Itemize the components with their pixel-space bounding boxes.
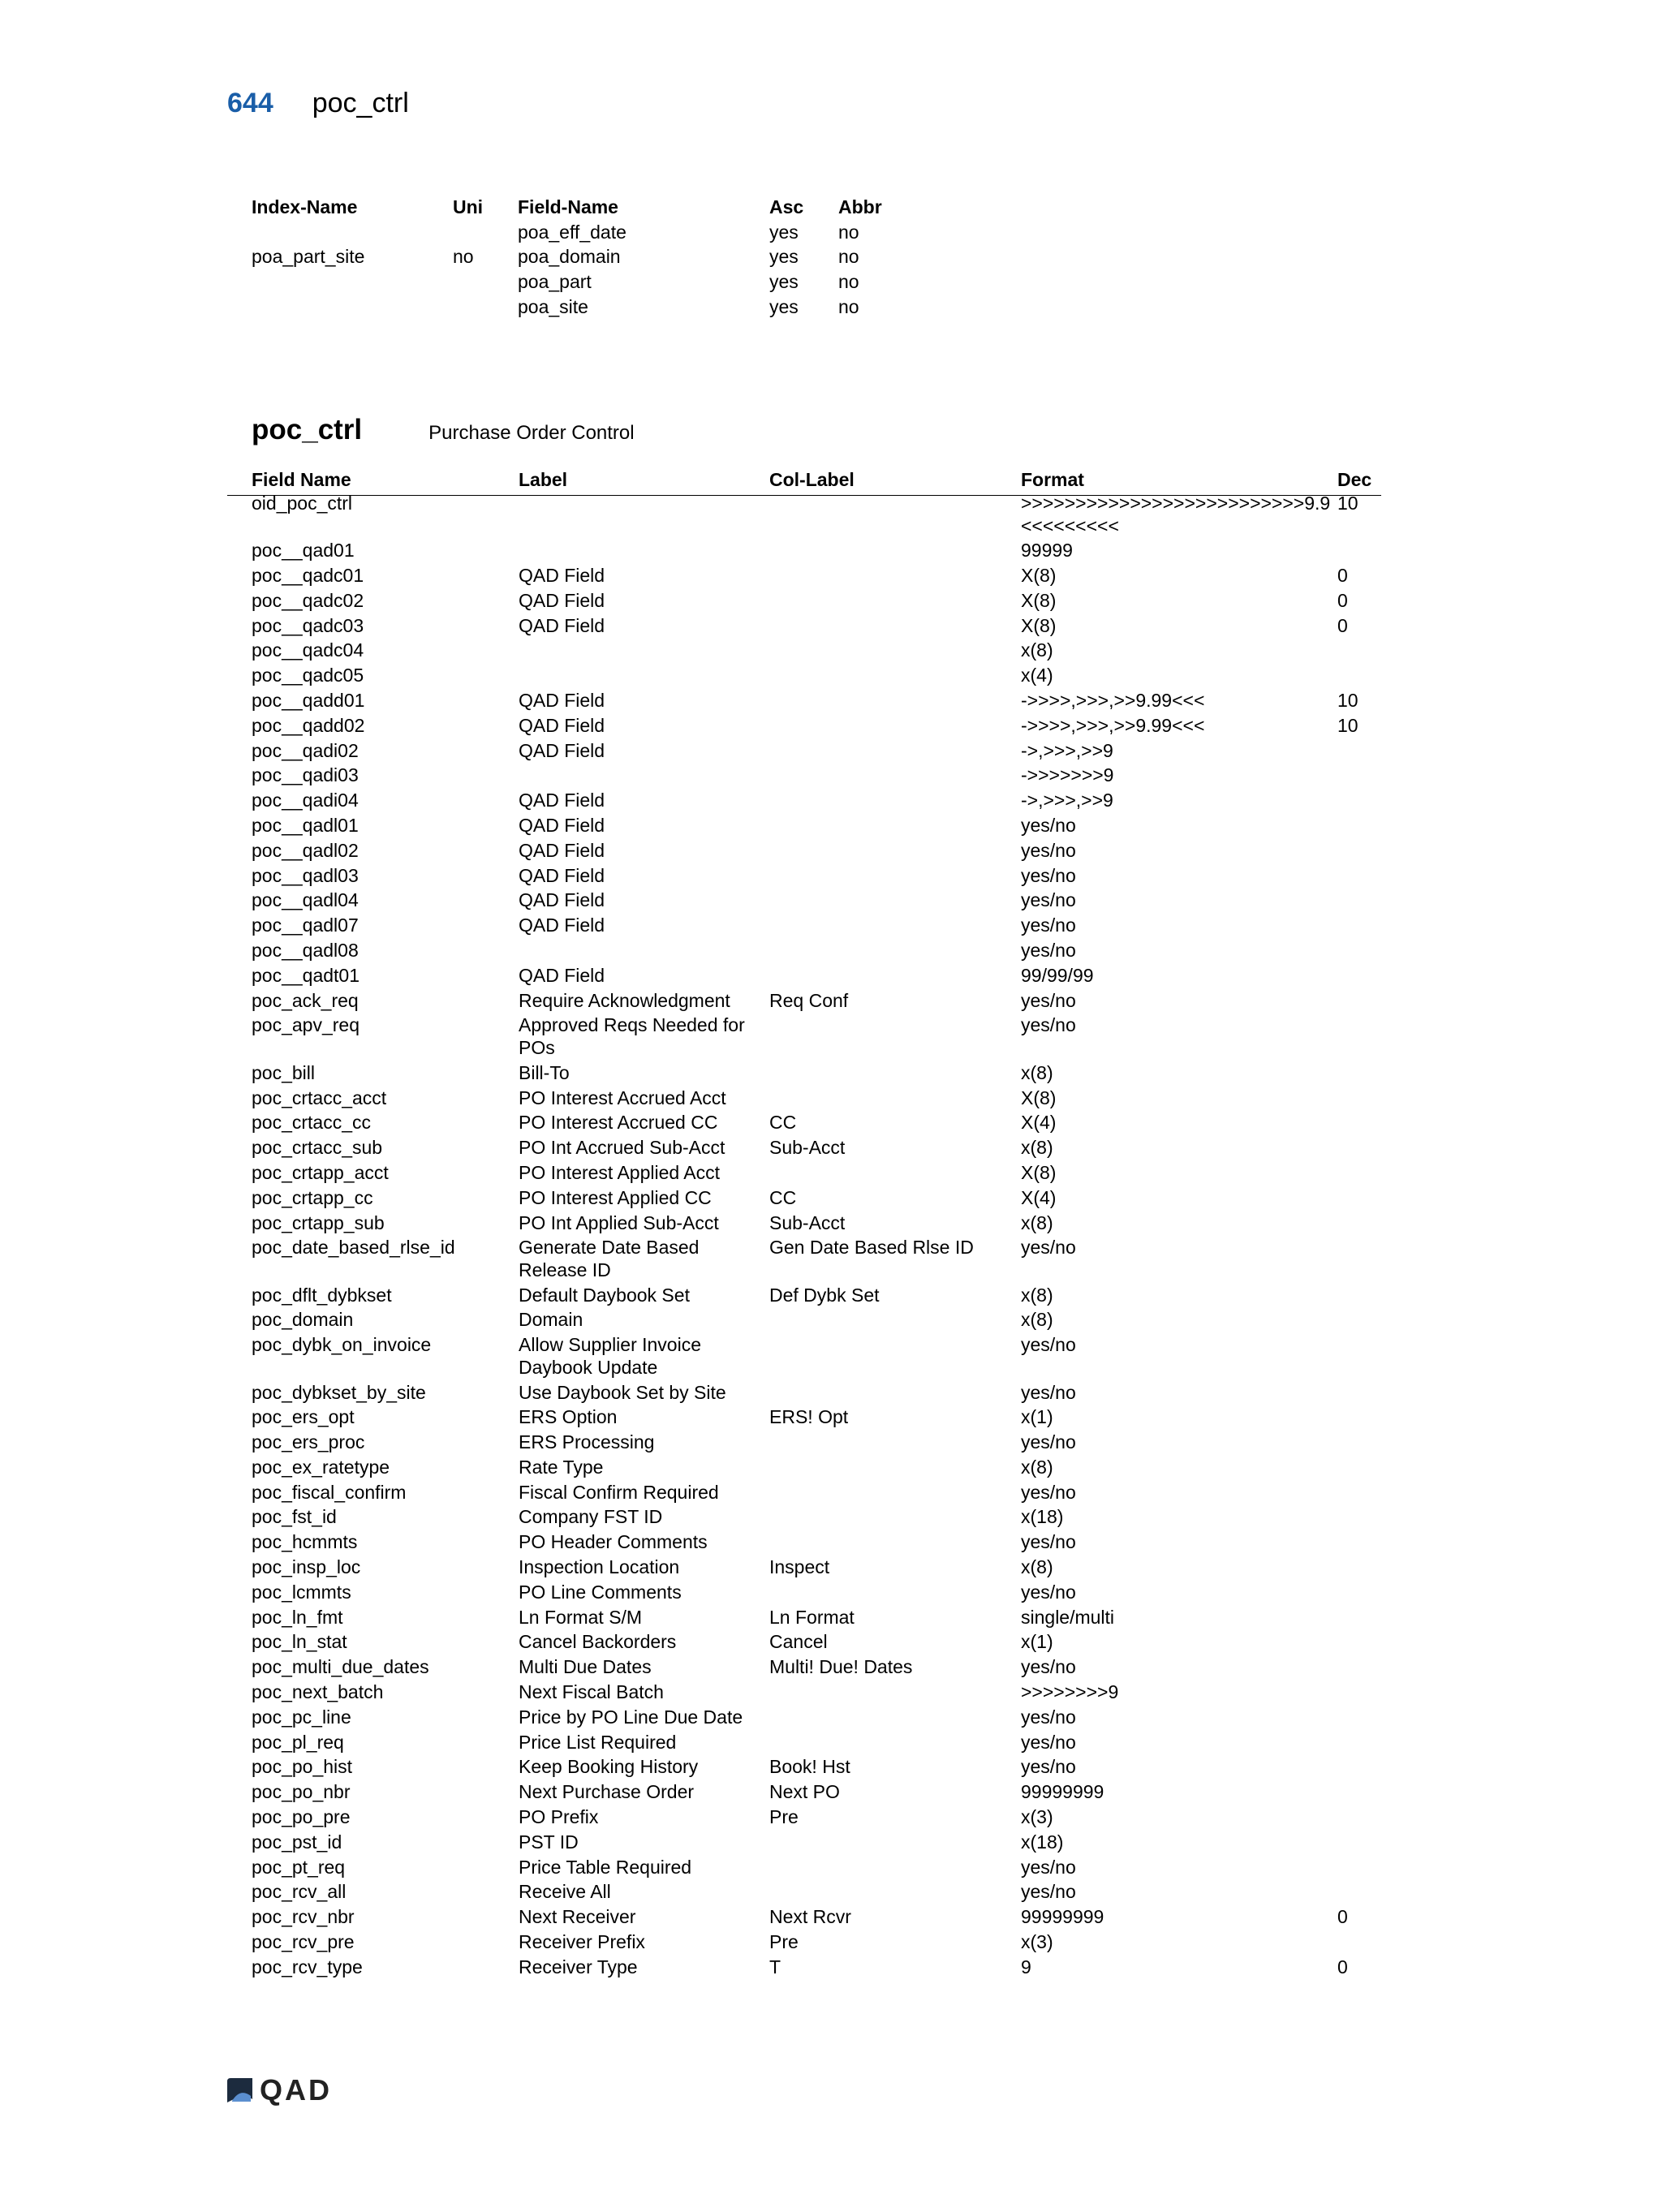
col-label-cell: Ln Format xyxy=(769,1606,855,1628)
format-cell: 99/99/99 xyxy=(1021,964,1094,986)
field-name-cell: poc__qadl04 xyxy=(252,889,359,911)
label-cell: QAD Field xyxy=(519,964,605,986)
col-label-cell: Cancel xyxy=(769,1631,828,1653)
format-cell: yes/no xyxy=(1021,914,1076,936)
field-name-cell: poa_part xyxy=(518,271,592,293)
label-cell: Multi Due Dates xyxy=(519,1656,652,1678)
label-cell: QAD Field xyxy=(519,815,605,837)
field-row xyxy=(227,1382,1381,1407)
label-cell: Receiver Type xyxy=(519,1956,638,1977)
label-cell: Use Daybook Set by Site xyxy=(519,1381,726,1403)
label-cell: QAD Field xyxy=(519,739,605,761)
field-row xyxy=(227,1806,1381,1831)
dec-cell: 10 xyxy=(1337,690,1358,712)
label-cell: QAD Field xyxy=(519,565,605,587)
field-row xyxy=(227,1931,1381,1956)
field-row xyxy=(227,1162,1381,1187)
field-row xyxy=(227,1237,1381,1284)
field-name-cell: poc__qadi04 xyxy=(252,790,359,811)
label-cell: Next Purchase Order xyxy=(519,1781,695,1803)
field-row xyxy=(227,639,1381,665)
field-name-cell: poc_ers_opt xyxy=(252,1406,355,1428)
field-row xyxy=(227,1831,1381,1857)
label-cell: Inspection Location xyxy=(519,1556,680,1578)
label-cell: PO Line Comments xyxy=(519,1581,682,1603)
label-cell: Require Acknowledgment xyxy=(519,989,730,1011)
format-cell: x(8) xyxy=(1021,639,1053,661)
format-cell: yes/no xyxy=(1021,1334,1076,1356)
field-name-cell: poc_rcv_all xyxy=(252,1881,347,1903)
format-cell: >>>>>>>>9 xyxy=(1021,1681,1119,1703)
label-cell: PO Interest Applied Acct xyxy=(519,1161,721,1183)
label-cell: Price List Required xyxy=(519,1731,677,1753)
format-cell: x(18) xyxy=(1021,1831,1064,1853)
field-name-cell: poc_crtacc_cc xyxy=(252,1112,372,1134)
field-row xyxy=(227,1187,1381,1212)
field-row xyxy=(227,1137,1381,1162)
field-name-cell: poc__qadl01 xyxy=(252,815,359,837)
label-cell: PO Interest Accrued Acct xyxy=(519,1087,726,1108)
abbr-cell: no xyxy=(838,221,859,243)
format-cell: X(4) xyxy=(1021,1112,1057,1134)
field-row xyxy=(227,1212,1381,1237)
field-name-cell: poc__qadt01 xyxy=(252,964,360,986)
format-cell: yes/no xyxy=(1021,1756,1076,1778)
format-cell: 9 xyxy=(1021,1956,1031,1977)
col-label-cell: CC xyxy=(769,1186,797,1208)
field-table-body xyxy=(227,493,1381,1982)
format-cell: x(8) xyxy=(1021,1061,1053,1083)
format-cell: x(8) xyxy=(1021,1284,1053,1306)
footer-logo xyxy=(226,2073,332,2107)
field-row xyxy=(227,565,1381,590)
field-name-cell: poc_lcmmts xyxy=(252,1581,351,1603)
field-row xyxy=(227,1607,1381,1632)
dec-cell: 0 xyxy=(1337,565,1348,587)
col-label-cell: CC xyxy=(769,1112,797,1134)
table-description: Purchase Order Control xyxy=(428,422,635,444)
format-cell: yes/no xyxy=(1021,1656,1076,1678)
field-row xyxy=(227,493,1381,540)
field-name-cell: poc__qadc01 xyxy=(252,565,364,587)
index-name-cell: poa_part_site xyxy=(252,246,365,268)
header-format: Format xyxy=(1021,469,1084,490)
format-cell: X(8) xyxy=(1021,614,1057,636)
col-label-cell: Sub-Acct xyxy=(769,1137,846,1159)
dec-cell: 0 xyxy=(1337,1956,1348,1977)
field-row xyxy=(227,1881,1381,1906)
label-cell: PO Int Applied Sub-Acct xyxy=(519,1211,719,1233)
label-cell: Company FST ID xyxy=(519,1506,663,1528)
field-table-header xyxy=(227,463,1381,496)
field-row xyxy=(227,590,1381,615)
label-cell: Ln Format S/M xyxy=(519,1606,643,1628)
label-cell: Price by PO Line Due Date xyxy=(519,1706,743,1728)
field-name-cell: poc_pst_id xyxy=(252,1831,342,1853)
format-cell: yes/no xyxy=(1021,864,1076,886)
header-col-label: Col-Label xyxy=(769,469,855,490)
format-cell: yes/no xyxy=(1021,1581,1076,1603)
format-cell: yes/no xyxy=(1021,1237,1076,1259)
field-name-cell: poc_ln_fmt xyxy=(252,1606,343,1628)
field-name-cell: poc_insp_loc xyxy=(252,1556,361,1578)
field-row xyxy=(227,540,1381,565)
field-row xyxy=(227,615,1381,640)
field-name-cell: poc_po_pre xyxy=(252,1806,351,1828)
col-label-cell: ERS! Opt xyxy=(769,1406,849,1428)
field-name-cell: poc__qadi03 xyxy=(252,764,359,786)
field-row xyxy=(227,914,1381,940)
field-name-cell: poc__qadl02 xyxy=(252,839,359,861)
field-name-cell: poc_crtacc_acct xyxy=(252,1087,387,1108)
field-row xyxy=(227,1956,1381,1982)
header-field-name: Field Name xyxy=(252,469,351,490)
field-row xyxy=(227,1285,1381,1310)
format-cell: >>>>>>>>>>>>>>>>>>>>>>>>>>9.9<<<<<<<<< xyxy=(1021,493,1331,536)
field-row xyxy=(227,1457,1381,1482)
format-cell: ->,>>>,>>9 xyxy=(1021,790,1113,811)
field-row xyxy=(227,990,1381,1015)
label-cell: QAD Field xyxy=(519,614,605,636)
format-cell: x(3) xyxy=(1021,1806,1053,1828)
field-name-cell: poc_fiscal_confirm xyxy=(252,1481,407,1503)
format-cell: x(8) xyxy=(1021,1137,1053,1159)
qad-logo-icon xyxy=(226,2076,256,2104)
label-cell: Bill-To xyxy=(519,1061,570,1083)
field-name-cell: poc_apv_req xyxy=(252,1014,360,1036)
field-row xyxy=(227,1656,1381,1681)
field-row xyxy=(227,1857,1381,1882)
label-cell: Domain xyxy=(519,1309,583,1331)
field-name-cell: poc_next_batch xyxy=(252,1681,384,1703)
header-abbr: Abbr xyxy=(838,196,882,217)
label-cell: Fiscal Confirm Required xyxy=(519,1481,719,1503)
field-row xyxy=(227,865,1381,890)
asc-cell: yes xyxy=(769,221,799,243)
field-name-cell: poc_multi_due_dates xyxy=(252,1656,429,1678)
format-cell: x(1) xyxy=(1021,1631,1053,1653)
field-row xyxy=(227,1706,1381,1732)
field-name-cell: poa_domain xyxy=(518,246,621,268)
table-heading xyxy=(252,414,635,446)
field-row xyxy=(227,1062,1381,1087)
col-label-cell: Pre xyxy=(769,1931,799,1953)
field-name-cell: poc__qadd02 xyxy=(252,714,365,736)
field-row xyxy=(227,740,1381,765)
asc-cell: yes xyxy=(769,271,799,293)
field-name-cell: poc_pl_req xyxy=(252,1731,344,1753)
field-row xyxy=(227,815,1381,840)
label-cell: QAD Field xyxy=(519,690,605,712)
field-row xyxy=(227,965,1381,990)
field-name-cell: poc__qadl03 xyxy=(252,864,359,886)
label-cell: PO Interest Applied CC xyxy=(519,1186,712,1208)
col-label-cell: Sub-Acct xyxy=(769,1211,846,1233)
label-cell: Generate Date Based Release ID xyxy=(519,1237,700,1280)
format-cell: x(18) xyxy=(1021,1506,1064,1528)
field-row xyxy=(227,1014,1381,1061)
field-name-cell: poc__qadl07 xyxy=(252,914,359,936)
label-cell: Allow Supplier Invoice Daybook Update xyxy=(519,1334,702,1378)
format-cell: yes/no xyxy=(1021,1856,1076,1878)
field-row xyxy=(227,1732,1381,1757)
field-name-cell: poc_ex_ratetype xyxy=(252,1456,390,1478)
header-dec: Dec xyxy=(1337,469,1372,490)
col-label-cell: Pre xyxy=(769,1806,799,1828)
field-row xyxy=(227,1781,1381,1806)
col-label-cell: T xyxy=(769,1956,781,1977)
header-label: Label xyxy=(519,469,568,490)
field-row xyxy=(227,1631,1381,1656)
label-cell: QAD Field xyxy=(519,864,605,886)
field-row xyxy=(227,690,1381,715)
field-name-cell: poc__qadc02 xyxy=(252,589,364,611)
field-name-cell: poc__qadd01 xyxy=(252,690,365,712)
format-cell: yes/no xyxy=(1021,989,1076,1011)
dec-cell: 0 xyxy=(1337,1906,1348,1928)
label-cell: PO Prefix xyxy=(519,1806,599,1828)
format-cell: 99999999 xyxy=(1021,1781,1104,1803)
label-cell: QAD Field xyxy=(519,589,605,611)
label-cell: PST ID xyxy=(519,1831,579,1853)
label-cell: Default Daybook Set xyxy=(519,1284,690,1306)
format-cell: 99999999 xyxy=(1021,1906,1104,1928)
label-cell: Cancel Backorders xyxy=(519,1631,677,1653)
label-cell: Approved Reqs Needed for POs xyxy=(519,1014,745,1058)
field-name-cell: poc__qadi02 xyxy=(252,739,359,761)
format-cell: x(4) xyxy=(1021,665,1053,686)
format-cell: x(8) xyxy=(1021,1456,1053,1478)
field-name-cell: poc_fst_id xyxy=(252,1506,337,1528)
header-asc: Asc xyxy=(769,196,804,217)
field-row xyxy=(227,764,1381,790)
field-name-cell: poc_pt_req xyxy=(252,1856,346,1878)
page-number: 644 xyxy=(227,88,273,118)
format-cell: ->>>>,>>>,>>9.99<<< xyxy=(1021,690,1205,712)
label-cell: Receiver Prefix xyxy=(519,1931,645,1953)
field-row xyxy=(227,1334,1381,1381)
field-name-cell: poc_ers_proc xyxy=(252,1431,365,1453)
field-name-cell: poc_dflt_dybkset xyxy=(252,1284,392,1306)
label-cell: QAD Field xyxy=(519,714,605,736)
format-cell: x(8) xyxy=(1021,1556,1053,1578)
dec-cell: 0 xyxy=(1337,614,1348,636)
abbr-cell: no xyxy=(838,246,859,268)
field-row xyxy=(227,665,1381,690)
asc-cell: yes xyxy=(769,246,799,268)
asc-cell: yes xyxy=(769,295,799,317)
format-cell: yes/no xyxy=(1021,940,1076,962)
label-cell: QAD Field xyxy=(519,839,605,861)
label-cell: PO Interest Accrued CC xyxy=(519,1112,718,1134)
format-cell: yes/no xyxy=(1021,1731,1076,1753)
format-cell: x(8) xyxy=(1021,1211,1053,1233)
field-row xyxy=(227,1756,1381,1781)
format-cell: ->,>>>,>>9 xyxy=(1021,739,1113,761)
format-cell: yes/no xyxy=(1021,839,1076,861)
format-cell: yes/no xyxy=(1021,1014,1076,1036)
field-name-cell: poc__qadc03 xyxy=(252,614,364,636)
format-cell: x(8) xyxy=(1021,1309,1053,1331)
label-cell: QAD Field xyxy=(519,889,605,911)
field-name-cell: poc_rcv_pre xyxy=(252,1931,355,1953)
table-name: poc_ctrl xyxy=(252,414,363,445)
label-cell: ERS Processing xyxy=(519,1431,655,1453)
field-name-cell: poc_bill xyxy=(252,1061,315,1083)
field-row xyxy=(227,940,1381,965)
col-label-cell: Inspect xyxy=(769,1556,830,1578)
header-index-name: Index-Name xyxy=(252,196,358,217)
field-name-cell: poc__qad01 xyxy=(252,540,355,562)
label-cell: QAD Field xyxy=(519,914,605,936)
dec-cell: 10 xyxy=(1337,493,1358,514)
format-cell: yes/no xyxy=(1021,889,1076,911)
label-cell: Keep Booking History xyxy=(519,1756,699,1778)
format-cell: X(8) xyxy=(1021,1161,1057,1183)
field-name-cell: poc_crtacc_sub xyxy=(252,1137,383,1159)
field-name-cell: poc_rcv_type xyxy=(252,1956,363,1977)
format-cell: yes/no xyxy=(1021,1531,1076,1553)
format-cell: yes/no xyxy=(1021,1481,1076,1503)
col-label-cell: Next PO xyxy=(769,1781,840,1803)
label-cell: PO Int Accrued Sub-Acct xyxy=(519,1137,726,1159)
format-cell: X(4) xyxy=(1021,1186,1057,1208)
field-name-cell: poc_hcmmts xyxy=(252,1531,358,1553)
format-cell: yes/no xyxy=(1021,1381,1076,1403)
field-row xyxy=(227,1582,1381,1607)
field-name-cell: poc_rcv_nbr xyxy=(252,1906,355,1928)
field-name-cell: oid_poc_ctrl xyxy=(252,493,353,514)
field-name-cell: poc_crtapp_acct xyxy=(252,1161,389,1183)
abbr-cell: no xyxy=(838,295,859,317)
field-row xyxy=(227,1681,1381,1706)
field-row xyxy=(227,1482,1381,1507)
label-cell: Rate Type xyxy=(519,1456,604,1478)
page-header xyxy=(227,88,409,128)
field-row xyxy=(227,1556,1381,1582)
format-cell: ->>>>>>>9 xyxy=(1021,764,1114,786)
field-name-cell: poa_eff_date xyxy=(518,221,626,243)
field-name-cell: poc_ln_stat xyxy=(252,1631,347,1653)
header-field-name: Field-Name xyxy=(518,196,618,217)
field-name-cell: poc_po_nbr xyxy=(252,1781,351,1803)
format-cell: x(1) xyxy=(1021,1406,1053,1428)
format-cell: single/multi xyxy=(1021,1606,1115,1628)
field-name-cell: poc__qadl08 xyxy=(252,940,359,962)
page-title: poc_ctrl xyxy=(312,88,409,118)
label-cell: Next Receiver xyxy=(519,1906,636,1928)
label-cell: PO Header Comments xyxy=(519,1531,708,1553)
field-name-cell: poc_domain xyxy=(252,1309,354,1331)
format-cell: yes/no xyxy=(1021,815,1076,837)
field-name-cell: poc__qadc04 xyxy=(252,639,364,661)
field-name-cell: poc_ack_req xyxy=(252,989,359,1011)
format-cell: yes/no xyxy=(1021,1881,1076,1903)
format-cell: X(8) xyxy=(1021,1087,1057,1108)
field-row xyxy=(227,1531,1381,1556)
field-row xyxy=(227,1406,1381,1431)
uni-cell: no xyxy=(453,246,474,268)
field-row xyxy=(227,1506,1381,1531)
field-name-cell: poc_dybk_on_invoice xyxy=(252,1334,432,1356)
col-label-cell: Book! Hst xyxy=(769,1756,850,1778)
label-cell: QAD Field xyxy=(519,790,605,811)
col-label-cell: Def Dybk Set xyxy=(769,1284,880,1306)
label-cell: Receive All xyxy=(519,1881,611,1903)
field-name-cell: poc_po_hist xyxy=(252,1756,353,1778)
abbr-cell: no xyxy=(838,271,859,293)
field-name-cell: poc_date_based_rlse_id xyxy=(252,1237,455,1259)
format-cell: x(3) xyxy=(1021,1931,1053,1953)
format-cell: 99999 xyxy=(1021,540,1073,562)
format-cell: yes/no xyxy=(1021,1706,1076,1728)
label-cell: ERS Option xyxy=(519,1406,618,1428)
label-cell: Price Table Required xyxy=(519,1856,692,1878)
col-label-cell: Multi! Due! Dates xyxy=(769,1656,913,1678)
field-row xyxy=(227,715,1381,740)
dec-cell: 10 xyxy=(1337,714,1358,736)
field-row xyxy=(227,1087,1381,1112)
field-name-cell: poa_site xyxy=(518,295,588,317)
field-name-cell: poc__qadc05 xyxy=(252,665,364,686)
field-row xyxy=(227,889,1381,914)
format-cell: ->>>>,>>>,>>9.99<<< xyxy=(1021,714,1205,736)
header-uni: Uni xyxy=(453,196,484,217)
format-cell: X(8) xyxy=(1021,589,1057,611)
col-label-cell: Req Conf xyxy=(769,989,849,1011)
field-name-cell: poc_pc_line xyxy=(252,1706,351,1728)
format-cell: yes/no xyxy=(1021,1431,1076,1453)
logo-text: QAD xyxy=(260,2073,332,2107)
field-row xyxy=(227,1431,1381,1457)
field-name-cell: poc_dybkset_by_site xyxy=(252,1381,426,1403)
field-row xyxy=(227,840,1381,865)
format-cell: X(8) xyxy=(1021,565,1057,587)
field-name-cell: poc_crtapp_cc xyxy=(252,1186,373,1208)
field-row xyxy=(227,790,1381,815)
label-cell: Next Fiscal Batch xyxy=(519,1681,664,1703)
field-row xyxy=(227,1112,1381,1137)
field-name-cell: poc_crtapp_sub xyxy=(252,1211,385,1233)
col-label-cell: Gen Date Based Rlse ID xyxy=(769,1237,974,1259)
dec-cell: 0 xyxy=(1337,589,1348,611)
field-row xyxy=(227,1309,1381,1334)
col-label-cell: Next Rcvr xyxy=(769,1906,851,1928)
field-row xyxy=(227,1906,1381,1931)
